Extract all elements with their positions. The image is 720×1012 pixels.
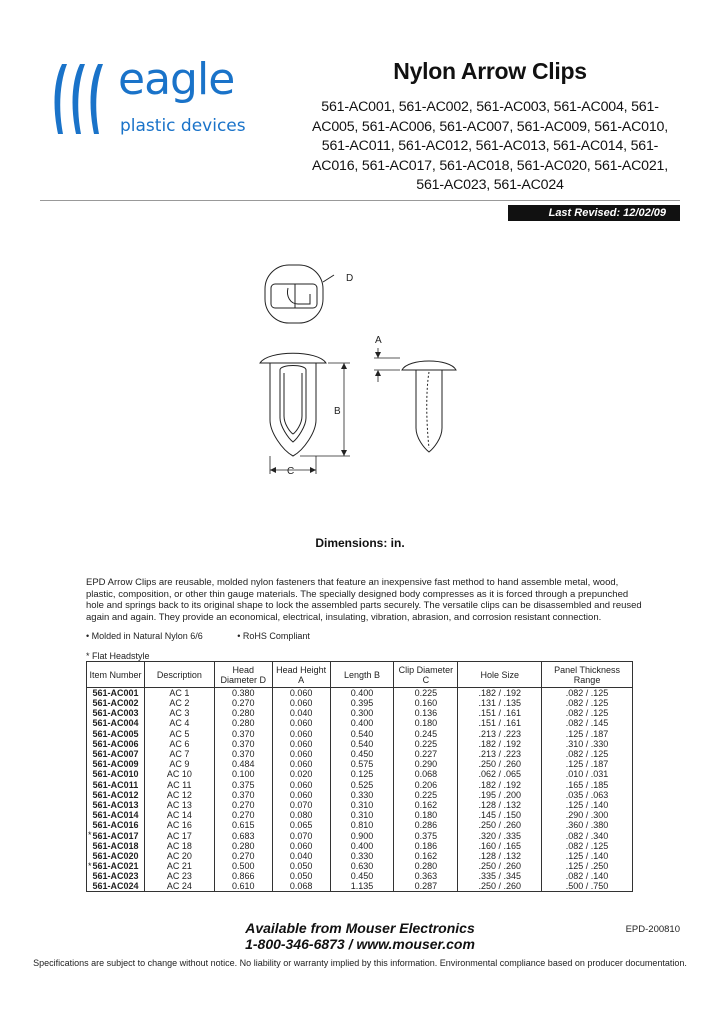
head-diameter-cell: 0.280 [214, 841, 272, 851]
hole-size-cell: .182 / .192 [458, 780, 542, 790]
item-number-cell [87, 861, 145, 871]
length-cell: 0.540 [330, 739, 394, 749]
description-cell: AC 20 [144, 851, 214, 861]
hole-size-cell: .151 / .161 [458, 718, 542, 728]
hole-size-cell: .128 / .132 [458, 851, 542, 861]
hole-size-cell: .062 / .065 [458, 769, 542, 779]
item-number-cell [87, 759, 145, 769]
table-row [87, 871, 633, 881]
table-row [87, 800, 633, 810]
logo-subtitle: plastic devices [120, 116, 246, 136]
item-number: 561-AC006 [92, 738, 139, 749]
hole-size-cell: .250 / .260 [458, 820, 542, 830]
hole-size-cell: .195 / .200 [458, 790, 542, 800]
col-header: Length B [330, 662, 394, 688]
head-diameter-cell: 0.270 [214, 698, 272, 708]
head-diameter-cell: 0.100 [214, 769, 272, 779]
item-number: 561-AC016 [92, 820, 139, 831]
hole-size-cell: .151 / .161 [458, 708, 542, 718]
length-cell: 0.525 [330, 780, 394, 790]
availability-line: Available from Mouser Electronics [245, 920, 475, 936]
head-diameter-cell: 0.375 [214, 780, 272, 790]
item-number-cell [87, 841, 145, 851]
head-diameter-cell: 0.370 [214, 790, 272, 800]
panel-thickness-cell: .290 / .300 [542, 810, 633, 820]
table-row [87, 810, 633, 820]
dim-label-b: B [334, 406, 341, 417]
length-cell: 0.450 [330, 871, 394, 881]
clip-diameter-cell: 0.227 [394, 749, 458, 759]
head-diameter-cell: 0.866 [214, 871, 272, 881]
table-row [87, 769, 633, 779]
clip-diameter-cell: 0.180 [394, 810, 458, 820]
hole-size-cell: .160 / .165 [458, 841, 542, 851]
table-row [87, 820, 633, 830]
head-height-cell: 0.060 [272, 688, 330, 699]
description-cell: AC 7 [144, 749, 214, 759]
head-diameter-cell: 0.610 [214, 881, 272, 892]
clip-diameter-cell: 0.136 [394, 708, 458, 718]
clip-diameter-cell: 0.290 [394, 759, 458, 769]
flat-head-marker: * [88, 830, 92, 841]
panel-thickness-cell: .125 / .250 [542, 861, 633, 871]
head-height-cell: 0.050 [272, 861, 330, 871]
table-row [87, 841, 633, 851]
head-height-cell: 0.060 [272, 749, 330, 759]
panel-thickness-cell: .082 / .140 [542, 871, 633, 881]
clip-diameter-cell: 0.280 [394, 861, 458, 871]
feature-bullets [86, 631, 342, 641]
item-number: 561-AC014 [92, 810, 139, 821]
panel-thickness-cell: .082 / .125 [542, 698, 633, 708]
item-number-cell [87, 688, 145, 699]
dim-label-d: D [346, 273, 354, 284]
spec-table [86, 661, 633, 892]
hole-size-cell: .213 / .223 [458, 749, 542, 759]
head-height-cell: 0.040 [272, 708, 330, 718]
table-row [87, 759, 633, 769]
item-number: 561-AC013 [92, 799, 139, 810]
description-cell: AC 6 [144, 739, 214, 749]
item-number-cell [87, 739, 145, 749]
side-view-head [402, 361, 456, 370]
length-cell: 0.450 [330, 749, 394, 759]
length-cell: 0.810 [330, 820, 394, 830]
head-height-cell: 0.070 [272, 800, 330, 810]
item-number: 561-AC011 [92, 779, 139, 790]
head-height-cell: 0.065 [272, 820, 330, 830]
head-height-cell: 0.080 [272, 810, 330, 820]
head-height-cell: 0.060 [272, 718, 330, 728]
description-cell: AC 12 [144, 790, 214, 800]
clip-diameter-cell: 0.375 [394, 830, 458, 840]
description-cell: AC 24 [144, 881, 214, 892]
panel-thickness-cell: .035 / .063 [542, 790, 633, 800]
col-header: Panel Thickness Range [542, 662, 633, 688]
hole-size-cell: .250 / .260 [458, 861, 542, 871]
description-cell: AC 18 [144, 841, 214, 851]
dim-label-a: A [375, 335, 382, 346]
description-cell: AC 4 [144, 718, 214, 728]
col-header: Hole Size [458, 662, 542, 688]
hole-size-cell: .320 / .335 [458, 830, 542, 840]
head-diameter-cell: 0.380 [214, 688, 272, 699]
item-number-cell [87, 790, 145, 800]
hole-size-cell: .145 / .150 [458, 810, 542, 820]
item-number-cell [87, 830, 145, 840]
table-row [87, 688, 633, 699]
clip-diameter-cell: 0.186 [394, 841, 458, 851]
panel-thickness-cell: .165 / .185 [542, 780, 633, 790]
head-height-cell: 0.060 [272, 841, 330, 851]
side-view-body [416, 370, 442, 452]
last-revised-badge: Last Revised: 12/02/09 [508, 205, 680, 221]
description-cell: AC 2 [144, 698, 214, 708]
head-diameter-cell: 0.683 [214, 830, 272, 840]
logo-bars-icon [48, 62, 110, 136]
description-cell: AC 23 [144, 871, 214, 881]
head-height-cell: 0.060 [272, 739, 330, 749]
logo-word: eagle [118, 54, 235, 105]
flat-head-marker: * [88, 861, 92, 871]
item-number: 561-AC024 [92, 881, 139, 892]
clip-diameter-cell: 0.286 [394, 820, 458, 830]
item-number: 561-AC002 [92, 698, 139, 709]
contact-line: 1-800-346-6873 / www.mouser.com [245, 936, 475, 952]
panel-thickness-cell: .082 / .125 [542, 841, 633, 851]
head-diameter-cell: 0.270 [214, 800, 272, 810]
clip-diameter-cell: 0.363 [394, 871, 458, 881]
panel-thickness-cell: .125 / .187 [542, 729, 633, 739]
hole-size-cell: .128 / .132 [458, 800, 542, 810]
clip-diameter-cell: 0.160 [394, 698, 458, 708]
head-height-cell: 0.060 [272, 759, 330, 769]
item-number: 561-AC023 [92, 871, 139, 882]
item-number-cell [87, 749, 145, 759]
description-cell: AC 21 [144, 861, 214, 871]
item-number-cell [87, 729, 145, 739]
col-header: Description [144, 662, 214, 688]
length-cell: 0.400 [330, 841, 394, 851]
panel-thickness-cell: .010 / .031 [542, 769, 633, 779]
panel-thickness-cell: .500 / .750 [542, 881, 633, 892]
table-row [87, 881, 633, 892]
top-view-outline [265, 265, 323, 323]
clip-diameter-cell: 0.162 [394, 800, 458, 810]
length-cell: 0.310 [330, 810, 394, 820]
item-number-cell [87, 718, 145, 728]
table-row [87, 780, 633, 790]
panel-thickness-cell: .082 / .125 [542, 749, 633, 759]
table-row [87, 739, 633, 749]
clip-diameter-cell: 0.162 [394, 851, 458, 861]
item-number-cell [87, 810, 145, 820]
head-height-cell: 0.068 [272, 881, 330, 892]
description-cell: AC 11 [144, 780, 214, 790]
length-cell: 0.300 [330, 708, 394, 718]
bullet-rohs: • RoHS Compliant [237, 631, 310, 641]
item-number: 561-AC017 [92, 830, 139, 841]
head-diameter-cell: 0.500 [214, 861, 272, 871]
description-cell: AC 14 [144, 810, 214, 820]
front-view-head [260, 353, 326, 363]
head-height-cell: 0.060 [272, 780, 330, 790]
part-number-list: 561-AC001, 561-AC002, 561-AC003, 561-AC004, 561-AC005, 561-AC006, 561-AC007, 561-AC009, 561-AC010, 561-AC011, 561-AC012, 561-AC013, 561-AC014, 561-AC016, 561-AC017, 561-AC018, 561-AC020, 561-AC021, 561-AC023, 561-AC024 [312, 99, 668, 193]
item-number-cell [87, 800, 145, 810]
item-number: 561-AC004 [92, 718, 139, 729]
length-cell: 0.125 [330, 769, 394, 779]
item-number-cell [87, 881, 145, 892]
clip-diameter-cell: 0.245 [394, 729, 458, 739]
head-height-cell: 0.020 [272, 769, 330, 779]
clip-diameter-cell: 0.287 [394, 881, 458, 892]
table-row [87, 861, 633, 871]
item-number-cell [87, 851, 145, 861]
item-number-cell [87, 820, 145, 830]
length-cell: 0.540 [330, 729, 394, 739]
description-cell: AC 16 [144, 820, 214, 830]
item-number-cell [87, 708, 145, 718]
hole-size-cell: .182 / .192 [458, 688, 542, 699]
page-title: Nylon Arrow Clips [393, 58, 587, 84]
item-number: 561-AC021 [92, 861, 139, 872]
length-cell: 0.630 [330, 861, 394, 871]
hole-size-cell: .335 / .345 [458, 871, 542, 881]
panel-thickness-cell: .082 / .145 [542, 718, 633, 728]
length-cell: 0.330 [330, 790, 394, 800]
table-row [87, 790, 633, 800]
description-cell: AC 9 [144, 759, 214, 769]
panel-thickness-cell: .125 / .140 [542, 800, 633, 810]
panel-thickness-cell: .125 / .140 [542, 851, 633, 861]
document-number: EPD-200810 [625, 924, 680, 935]
bullet-material: • Molded in Natural Nylon 6/6 [86, 631, 203, 641]
clip-diameter-cell: 0.180 [394, 718, 458, 728]
head-diameter-cell: 0.270 [214, 851, 272, 861]
clip-technical-drawing [240, 260, 480, 490]
head-diameter-cell: 0.370 [214, 749, 272, 759]
hole-size-cell: .250 / .260 [458, 881, 542, 892]
table-row [87, 749, 633, 759]
panel-thickness-cell: .310 / .330 [542, 739, 633, 749]
hole-size-cell: .213 / .223 [458, 729, 542, 739]
head-height-cell: 0.050 [272, 871, 330, 881]
table-header-row [87, 662, 633, 688]
table-row [87, 830, 633, 840]
description-cell: AC 3 [144, 708, 214, 718]
description-cell: AC 5 [144, 729, 214, 739]
head-diameter-cell: 0.370 [214, 739, 272, 749]
length-cell: 0.400 [330, 718, 394, 728]
flat-headstyle-note: * Flat Headstyle [86, 651, 150, 661]
length-cell: 0.310 [330, 800, 394, 810]
head-diameter-cell: 0.484 [214, 759, 272, 769]
panel-thickness-cell: .082 / .125 [542, 708, 633, 718]
eagle-logo [48, 54, 278, 148]
col-header: Head Diameter D [214, 662, 272, 688]
col-header: Clip Diameter C [394, 662, 458, 688]
item-number: 561-AC020 [92, 850, 139, 861]
head-height-cell: 0.060 [272, 729, 330, 739]
clip-diameter-cell: 0.225 [394, 739, 458, 749]
header-divider [40, 200, 680, 201]
length-cell: 0.575 [330, 759, 394, 769]
table-row [87, 698, 633, 708]
length-cell: 0.900 [330, 830, 394, 840]
description-cell: AC 1 [144, 688, 214, 699]
head-diameter-cell: 0.615 [214, 820, 272, 830]
head-height-cell: 0.060 [272, 790, 330, 800]
table-row [87, 708, 633, 718]
product-description: EPD Arrow Clips are reusable, molded nylon fasteners that feature an inexpensive fast method to hand assemble metal, wood, plastic, composition, or other thin gauge materials. The specially designed body compresses as it is forced through a prepunched hole and springs back to its original shape to lock the assembled parts securely. The versatile clips can be disassembled and reused again and again. They provide an economical, electrical, insulating, vibration, abrasion, and corrosion resistant connection. [86, 577, 642, 624]
table-row [87, 851, 633, 861]
description-cell: AC 13 [144, 800, 214, 810]
head-diameter-cell: 0.370 [214, 729, 272, 739]
head-diameter-cell: 0.270 [214, 810, 272, 820]
item-number: 561-AC009 [92, 759, 139, 770]
clip-diameter-cell: 0.068 [394, 769, 458, 779]
length-cell: 0.330 [330, 851, 394, 861]
panel-thickness-cell: .125 / .187 [542, 759, 633, 769]
col-header: Head Height A [272, 662, 330, 688]
length-cell: 1.135 [330, 881, 394, 892]
table-row [87, 729, 633, 739]
length-cell: 0.395 [330, 698, 394, 708]
panel-thickness-cell: .082 / .125 [542, 688, 633, 699]
head-height-cell: 0.060 [272, 698, 330, 708]
clip-diameter-cell: 0.225 [394, 688, 458, 699]
hole-size-cell: .182 / .192 [458, 739, 542, 749]
item-number: 561-AC003 [92, 708, 139, 719]
dim-label-c: C [287, 466, 295, 477]
item-number-cell [87, 780, 145, 790]
head-height-cell: 0.070 [272, 830, 330, 840]
table-row [87, 718, 633, 728]
head-height-cell: 0.040 [272, 851, 330, 861]
head-diameter-cell: 0.280 [214, 718, 272, 728]
item-number-cell [87, 769, 145, 779]
description-cell: AC 10 [144, 769, 214, 779]
hole-size-cell: .250 / .260 [458, 759, 542, 769]
item-number-cell [87, 698, 145, 708]
clip-diameter-cell: 0.206 [394, 780, 458, 790]
item-number: 561-AC001 [92, 688, 139, 698]
item-number: 561-AC005 [92, 728, 139, 739]
head-diameter-cell: 0.280 [214, 708, 272, 718]
item-number: 561-AC007 [92, 749, 139, 760]
item-number: 561-AC018 [92, 840, 139, 851]
dimensions-caption: Dimensions: in. [315, 536, 405, 550]
disclaimer: Specifications are subject to change without notice. No liability or warranty implied by this information. Environmental compliance based on producer documentation. [33, 958, 687, 968]
item-number-cell [87, 871, 145, 881]
hole-size-cell: .131 / .135 [458, 698, 542, 708]
clip-diameter-cell: 0.225 [394, 790, 458, 800]
panel-thickness-cell: .360 / .380 [542, 820, 633, 830]
panel-thickness-cell: .082 / .340 [542, 830, 633, 840]
length-cell: 0.400 [330, 688, 394, 699]
col-header: Item Number [87, 662, 145, 688]
item-number: 561-AC010 [92, 769, 139, 780]
item-number: 561-AC012 [92, 789, 139, 800]
description-cell: AC 17 [144, 830, 214, 840]
